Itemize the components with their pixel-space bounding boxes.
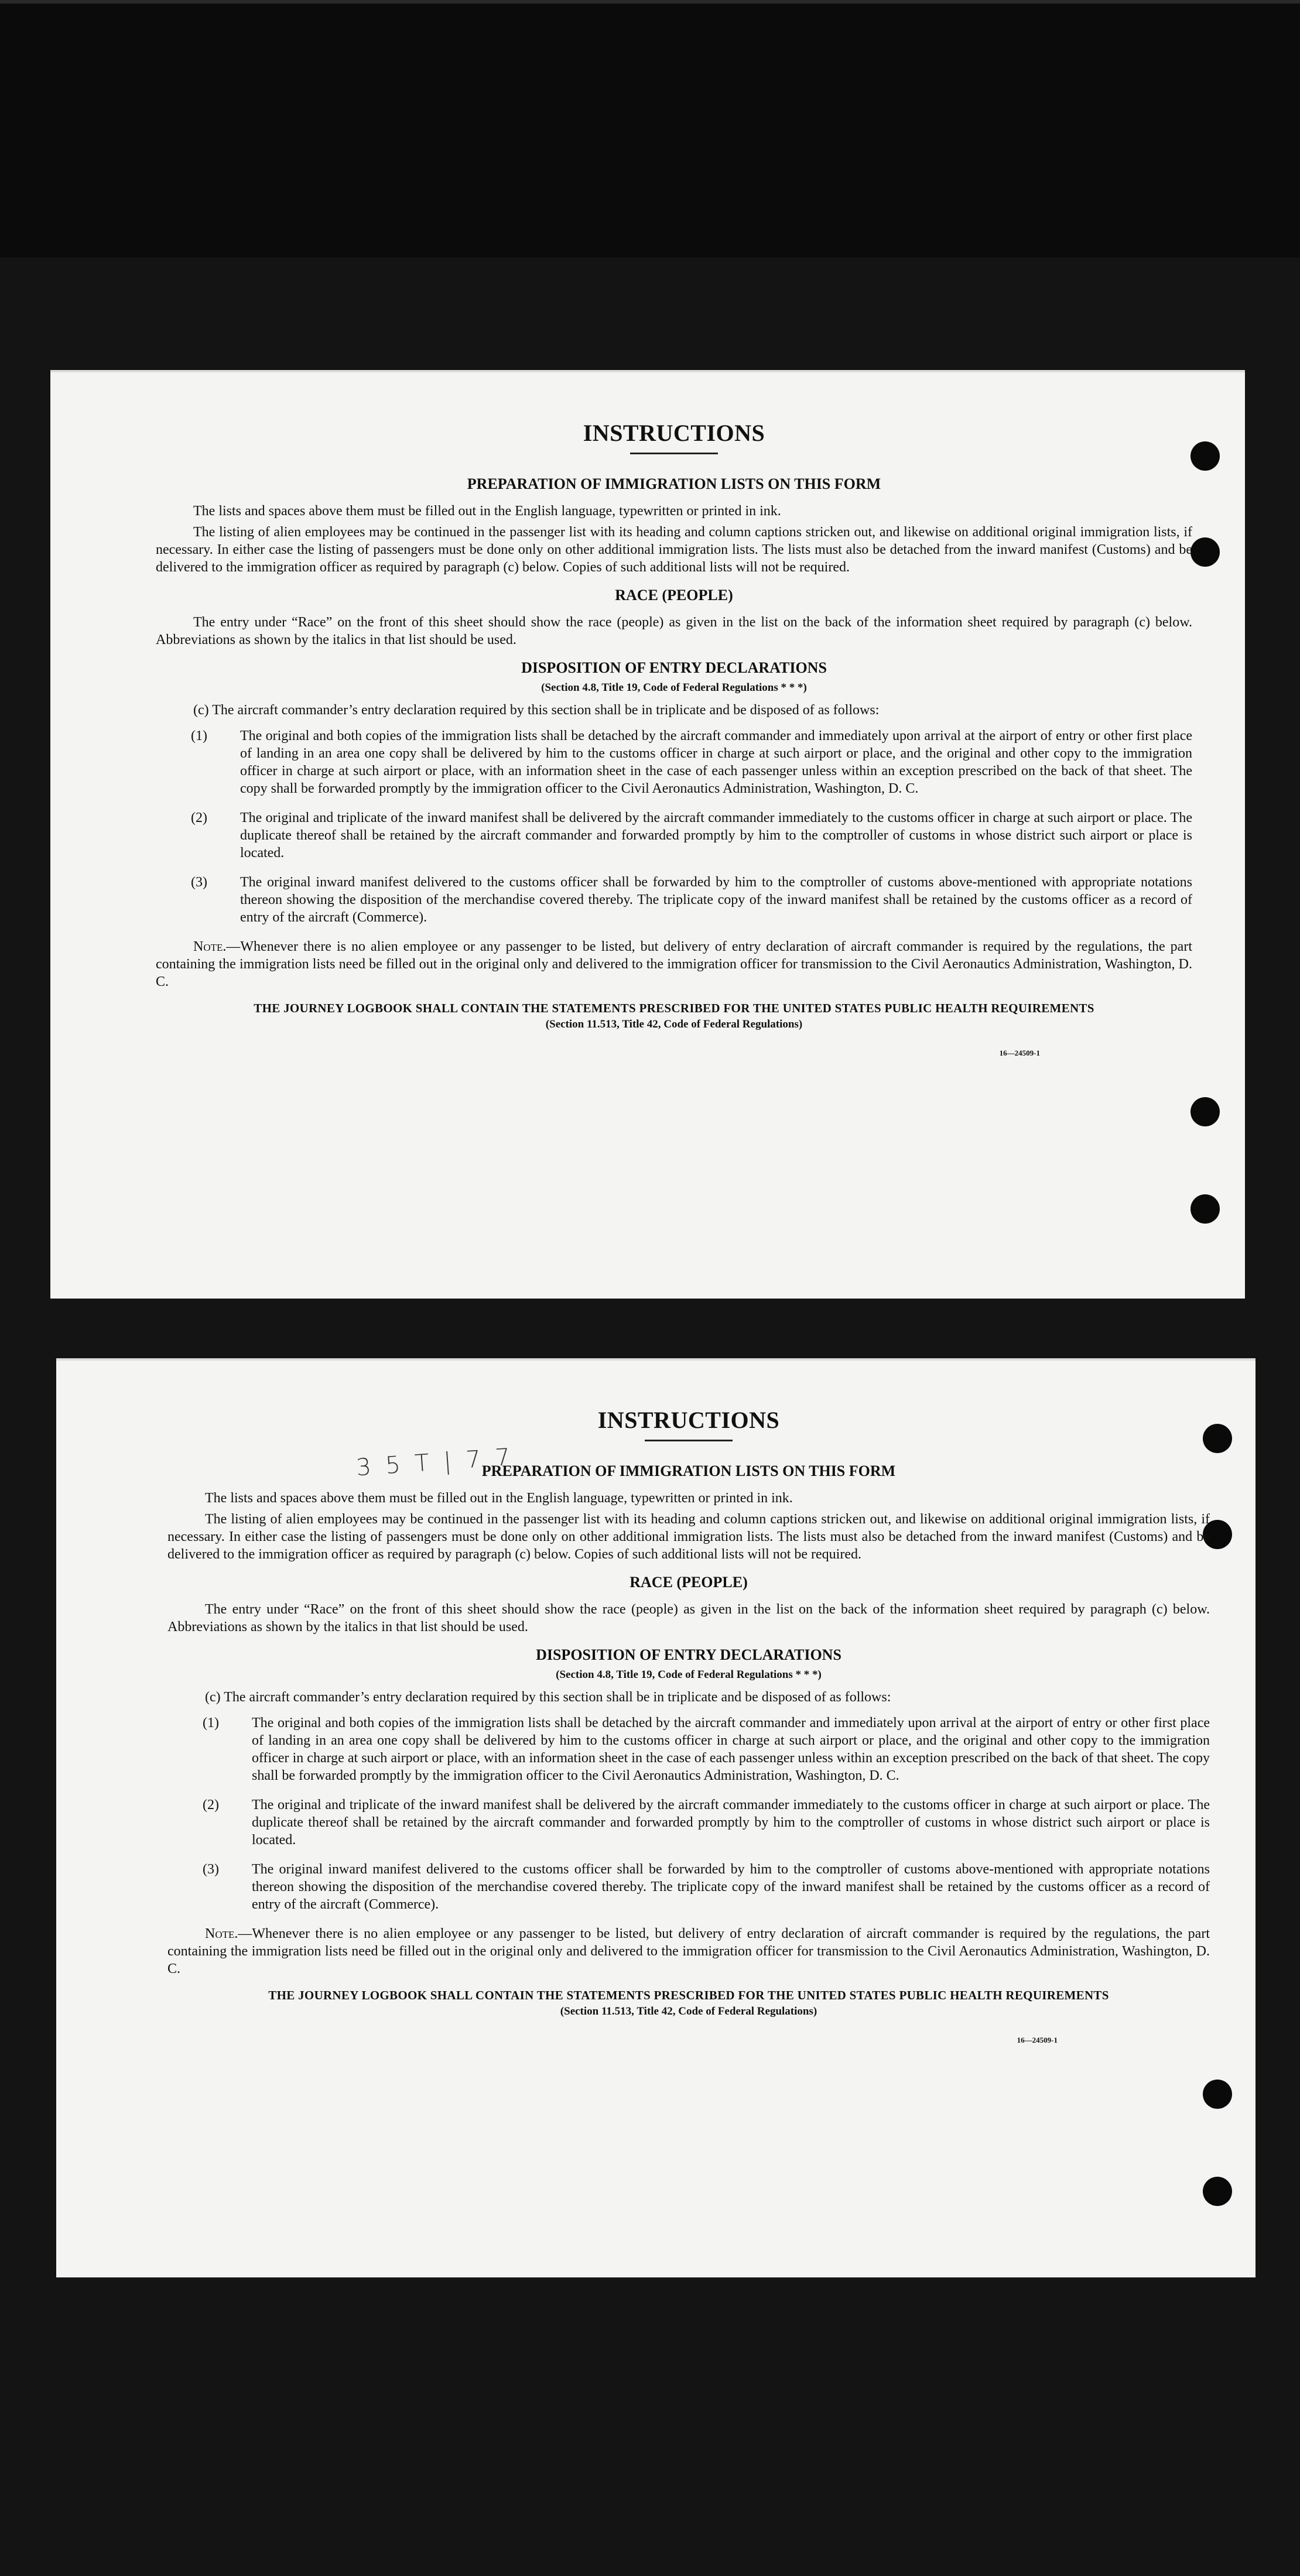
paragraph-race-entry: The entry under “Race” on the front of this sheet should show the race (people) as given in the list on the back of the information sheet required by paragraph (c) below. Abbreviations as shown by the italics in that list should be used. bbox=[167, 1602, 1210, 1635]
list-item-text: The original and both copies of the immigration lists shall be detached by the aircraft commander and immediately upon arrival at the airport of entry or other first place of landing in an area one copy shall be delivered by him to the customs officer in charge at such airport or place, and the original and other copy to the immigration officer in charge at such airport or place, with an information sheet in the case of each passenger unless within an exception prescribed on the back of that sheet. The copy shall be forwarded promptly by the immigration officer to the Civil Aeronautics Administration, Washington, D. C. bbox=[252, 1715, 1210, 1783]
list-item bbox=[203, 1861, 1210, 1913]
title-underline bbox=[645, 1440, 733, 1441]
journey-logbook-statement: THE JOURNEY LOGBOOK SHALL CONTAIN THE STATEMENTS PRESCRIBED FOR THE UNITED STATES PUBLIC HEALTH REQUIREMENTS bbox=[268, 1988, 1109, 2002]
punch-hole bbox=[1203, 2177, 1232, 2206]
document-title: INSTRUCTIONS bbox=[597, 1407, 780, 1433]
paragraph-lists-language: The lists and spaces above them must be filled out in the English language, typewritten or printed in ink. bbox=[193, 503, 781, 519]
list-item-number: (2) bbox=[191, 810, 207, 825]
list-item-text: The original inward manifest delivered to the customs officer shall be forwarded by him to the comptroller of customs above-mentioned with appropriate notations thereon showing the disposition of the merchandise covered thereby. The triplicate copy of the inward manifest shall be retained by the customs officer as a record of entry of the aircraft (Commerce). bbox=[240, 875, 1192, 925]
journey-logbook-statement: THE JOURNEY LOGBOOK SHALL CONTAIN THE STATEMENTS PRESCRIBED FOR THE UNITED STATES PUBLIC HEALTH REQUIREMENTS bbox=[254, 1001, 1094, 1015]
list-item-text: The original and triplicate of the inward manifest shall be delivered by the aircraft commander immediately to the customs officer in charge at such airport or place. The duplicate thereof shall be retained by the aircraft commander and forwarded promptly by him to the comptroller of customs in whose district such airport or place is located. bbox=[240, 810, 1192, 861]
note-label: Note. bbox=[205, 1926, 238, 1941]
paragraph-entry-declaration: (c) The aircraft commander’s entry declaration required by this section shall be in triplicate and be disposed of as follows: bbox=[193, 703, 880, 718]
form-number: 16—24509-1 bbox=[999, 1049, 1040, 1057]
note-paragraph bbox=[167, 1925, 1210, 1978]
scanner-edge-strip bbox=[0, 0, 1300, 4]
journey-logbook-citation: (Section 11.513, Title 42, Code of Federal Regulations) bbox=[545, 1018, 803, 1030]
punch-hole bbox=[1203, 2080, 1232, 2109]
list-item-number: (1) bbox=[203, 1715, 219, 1731]
section-heading-preparation: PREPARATION OF IMMIGRATION LISTS ON THIS FORM bbox=[467, 475, 881, 492]
punch-hole bbox=[1190, 441, 1220, 471]
section-citation: (Section 4.8, Title 19, Code of Federal Regulations * * *) bbox=[556, 1669, 822, 1681]
list-item-number: (2) bbox=[203, 1797, 219, 1813]
paragraph-race-entry: The entry under “Race” on the front of this sheet should show the race (people) as given in the list on the back of the information sheet required by paragraph (c) below. Abbreviations as shown by the italics in that list should be used. bbox=[156, 615, 1192, 648]
list-item bbox=[191, 809, 1192, 862]
list-item-text: The original and triplicate of the inward manifest shall be delivered by the aircraft commander immediately to the customs officer in charge at such airport or place. The duplicate thereof shall be retained by the aircraft commander and forwarded promptly by him to the comptroller of customs in whose district such airport or place is located. bbox=[252, 1797, 1210, 1848]
list-item bbox=[203, 1796, 1210, 1849]
section-heading-disposition: DISPOSITION OF ENTRY DECLARATIONS bbox=[521, 659, 827, 676]
paragraph-alien-employees: The listing of alien employees may be continued in the passenger list with its heading and column captions stricken out, and likewise on additional original immigration lists, if necessary. In either case the listing of passengers must be done only on other additional immigration lists. The lists must also be detached from the inward manifest (Customs) and be delivered to the immigration officer as required by paragraph (c) below. Copies of such additional lists will not be required. bbox=[156, 525, 1192, 575]
list-item-number: (1) bbox=[191, 728, 207, 744]
section-citation: (Section 4.8, Title 19, Code of Federal Regulations * * *) bbox=[541, 681, 807, 694]
journey-logbook-citation: (Section 11.513, Title 42, Code of Federal Regulations) bbox=[560, 2005, 817, 2017]
note-label: Note. bbox=[193, 939, 227, 954]
list-item-text: The original and both copies of the immigration lists shall be detached by the aircraft commander and immediately upon arrival at the airport of entry or other first place of landing in an area one copy shall be delivered by him to the customs officer in charge at such airport or place, and the original and other copy to the immigration officer in charge at such airport or place, with an information sheet in the case of each passenger unless within an exception prescribed on the back of that sheet. The copy shall be forwarded promptly by the immigration officer to the Civil Aeronautics Administration, Washington, D. C. bbox=[240, 728, 1192, 796]
note-text: —Whenever there is no alien employee or any passenger to be listed, but delivery of entry declaration of aircraft commander is required by the regulations, the part containing the immigration lists need be filled out in the original only and delivered to the immigration officer for transmission to the Civil Aeronautics Administration, Washington, D. C. bbox=[167, 1926, 1210, 1976]
form-number: 16—24509-1 bbox=[1017, 2036, 1058, 2044]
document-title: INSTRUCTIONS bbox=[583, 420, 765, 446]
paragraph-alien-employees: The listing of alien employees may be continued in the passenger list with its heading and column captions stricken out, and likewise on additional original immigration lists, if necessary. In either case the listing of passengers must be done only on other additional immigration lists. The lists must also be detached from the inward manifest (Customs) and be delivered to the immigration officer as required by paragraph (c) below. Copies of such additional lists will not be required. bbox=[167, 1512, 1210, 1562]
section-heading-race: RACE (PEOPLE) bbox=[615, 587, 733, 604]
paragraph-entry-declaration: (c) The aircraft commander’s entry declaration required by this section shall be in triplicate and be disposed of as follows: bbox=[205, 1690, 891, 1705]
note-paragraph bbox=[156, 938, 1192, 991]
list-item-number: (3) bbox=[191, 875, 207, 890]
note-text: —Whenever there is no alien employee or any passenger to be listed, but delivery of entry declaration of aircraft commander is required by the regulations, the part containing the immigration lists need be filled out in the original only and delivered to the immigration officer for transmission to the Civil Aeronautics Administration, Washington, D. C. bbox=[156, 939, 1192, 989]
title-underline bbox=[630, 453, 718, 454]
list-item bbox=[191, 727, 1192, 797]
document-body bbox=[156, 419, 1192, 1058]
list-item-text: The original inward manifest delivered to the customs officer shall be forwarded by him to the comptroller of customs above-mentioned with appropriate notations thereon showing the disposition of the merchandise covered thereby. The triplicate copy of the inward manifest shall be retained by the customs officer as a record of entry of the aircraft (Commerce). bbox=[252, 1862, 1210, 1912]
punch-hole bbox=[1190, 537, 1220, 567]
document-sheet-1 bbox=[50, 370, 1245, 1299]
section-heading-preparation: PREPARATION OF IMMIGRATION LISTS ON THIS FORM bbox=[481, 1462, 896, 1479]
list-item bbox=[191, 873, 1192, 926]
scanner-top-background bbox=[0, 0, 1300, 258]
paragraph-lists-language: The lists and spaces above them must be filled out in the English language, typewritten or printed in ink. bbox=[205, 1491, 793, 1506]
handwritten-annotation: 3 5 T | 7 7 bbox=[355, 1443, 515, 1482]
list-item-number: (3) bbox=[203, 1862, 219, 1877]
punch-hole bbox=[1190, 1097, 1220, 1126]
list-item bbox=[203, 1714, 1210, 1784]
document-sheet-2 bbox=[56, 1358, 1255, 2277]
section-heading-disposition: DISPOSITION OF ENTRY DECLARATIONS bbox=[536, 1646, 841, 1663]
punch-hole bbox=[1190, 1194, 1220, 1224]
section-heading-race: RACE (PEOPLE) bbox=[630, 1574, 748, 1591]
document-body bbox=[167, 1406, 1210, 2045]
